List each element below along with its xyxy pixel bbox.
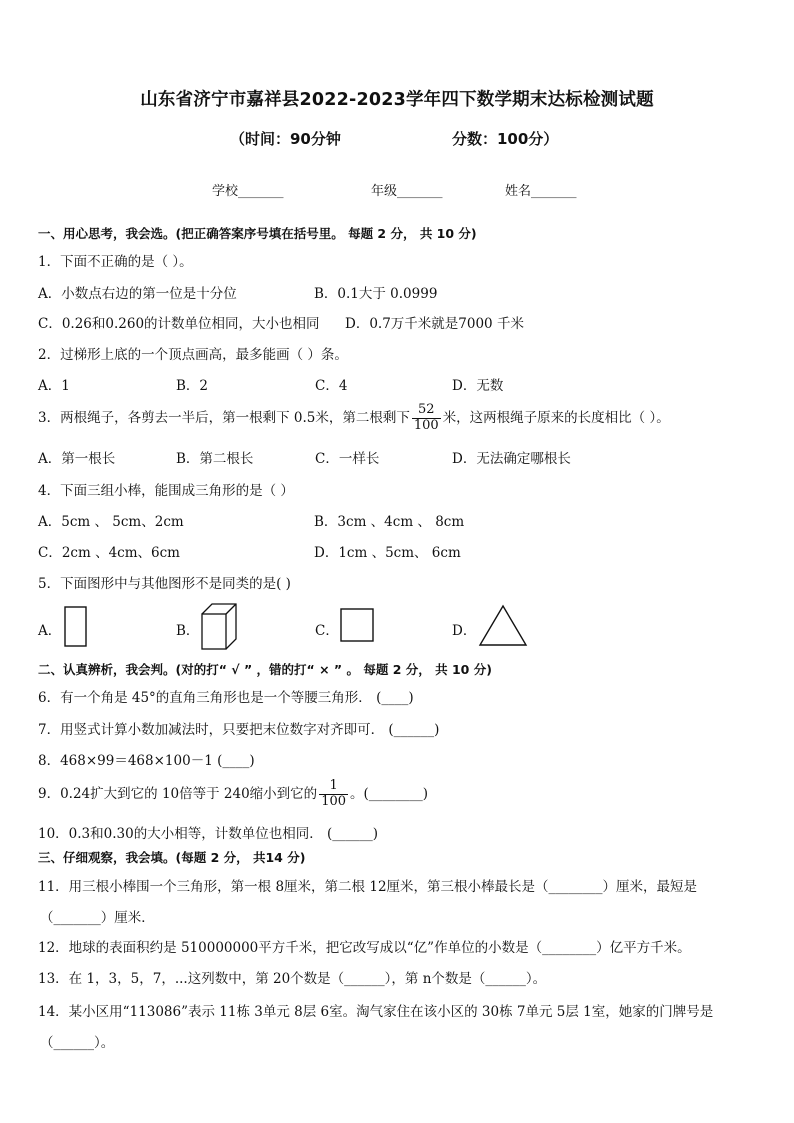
q3-option-b: B．第二根长: [176, 451, 254, 467]
page-title: 山东省济宁市嘉祥县2022-2023学年四下数学期末达标检测试题: [140, 90, 654, 110]
fraction-52-100: [412, 403, 441, 434]
q4-option-a: A．5cm 、 5cm、2cm: [38, 514, 184, 530]
q2-option-a: A．1: [38, 378, 70, 394]
question-9: [38, 774, 428, 814]
question-1: 1．下面不正确的是（ ）。: [38, 254, 193, 270]
section-3-heading: 三、仔细观察，我会填。(每题 2 分， 共14 分): [38, 850, 306, 865]
question-12: 12．地球的表面积约是 510000000平方千米，把它改写成以“亿”作单位的小数是（________）亿平方千米。: [38, 940, 691, 956]
question-11-line-1: 11．用三根小棒围一个三角形，第一根 8厘米，第二根 12厘米，第三根小棒最长是（________）厘米，最短是: [38, 879, 698, 895]
q3-option-c: C．一样长: [315, 451, 380, 467]
q1-option-c: C．0.26和0.260的计数单位相同，大小也相同: [38, 316, 320, 332]
q4-option-b: B．3cm 、4cm 、 8cm: [314, 514, 465, 530]
question-7: 7．用竖式计算小数加减法时，只要把末位数字对齐即可． (______): [38, 722, 440, 738]
question-11-line-2: （_______）厘米．: [40, 910, 155, 926]
q2-option-c: C．4: [315, 378, 348, 394]
q5-option-d: D．: [452, 623, 477, 639]
q5-option-b: B．: [176, 623, 200, 639]
fraction-denominator: 100: [413, 418, 439, 433]
tall-rectangle-icon: [64, 606, 88, 648]
q2-option-d: D．无数: [452, 378, 504, 394]
question-8: 8．468×99＝468×100－1 (____): [38, 753, 255, 769]
q3-option-d: D．无法确定哪根长: [452, 451, 571, 467]
question-6: 6．有一个角是 45°的直角三角形也是一个等腰三角形． (____): [38, 690, 414, 706]
question-13: 13．在 1，3，5，7，...这列数中，第 20个数是（______），第 n个数是（______）。: [38, 971, 547, 987]
q3-option-a: A．第一根长: [38, 451, 116, 467]
question-14-line-1: 14．某小区用“113086”表示 11栋 3单元 8层 6室。淘气家住在该小区的 30栋 7单元 5层 1室，她家的门牌号是: [38, 1004, 714, 1020]
school-field: 学校_______: [212, 184, 284, 199]
question-10: 10．0.3和0.30的大小相等，计数单位也相同． (______): [38, 826, 379, 842]
question-5: 5．下面图形中与其他图形不是同类的是( ): [38, 576, 291, 592]
q4-option-d: D．1cm 、5cm、 6cm: [314, 545, 461, 561]
q5-option-c: C．: [315, 623, 339, 639]
question-14-line-2: （______）。: [40, 1035, 115, 1051]
fraction-numerator: 52: [412, 403, 441, 419]
fraction-numerator: 1: [319, 779, 348, 795]
question-4: 4．下面三组小棒，能围成三角形的是（ ）: [38, 483, 294, 499]
name-field: 姓名_______: [505, 184, 577, 199]
triangle-icon: [478, 604, 528, 648]
section-1-heading: 一、用心思考，我会选。(把正确答案序号填在括号里。 每题 2 分， 共 10 分): [38, 226, 477, 241]
q3-text-after: 米，这两根绳子原来的长度相比（ ）。: [442, 410, 670, 426]
q1-option-b: B．0.1大于 0.0999: [314, 286, 438, 302]
section-2-heading: 二、认真辨析，我会判。(对的打“ √ ” ，错的打“ × ” 。 每题 2 分， 共 10 分): [38, 662, 492, 677]
question-2: 2．过梯形上底的一个顶点画高，最多能画（ ）条。: [38, 347, 348, 363]
exam-score: 分数：100分）: [452, 130, 559, 148]
q9-text-after: 。(________): [350, 786, 429, 802]
q1-option-a: A．小数点右边的第一位是十分位: [38, 286, 237, 302]
question-3: [38, 398, 670, 438]
exam-time: （时间：90分钟: [230, 130, 341, 148]
q9-text-before: 9．0.24扩大到它的 10倍等于 240缩小到它的: [38, 786, 318, 802]
q4-option-c: C．2cm 、4cm、6cm: [38, 545, 180, 561]
square-icon: [340, 608, 376, 644]
q5-option-a: A．: [38, 623, 62, 639]
q2-option-b: B．2: [176, 378, 209, 394]
q1-option-d: D．0.7万千米就是7000 千米: [345, 316, 524, 332]
cuboid-icon: [200, 601, 238, 651]
q3-text-before: 3．两根绳子，各剪去一半后，第一根剩下 0.5米，第二根剩下: [38, 410, 410, 426]
fraction-1-100: [319, 779, 348, 810]
fraction-denominator: 100: [321, 794, 347, 809]
grade-field: 年级_______: [371, 184, 443, 199]
